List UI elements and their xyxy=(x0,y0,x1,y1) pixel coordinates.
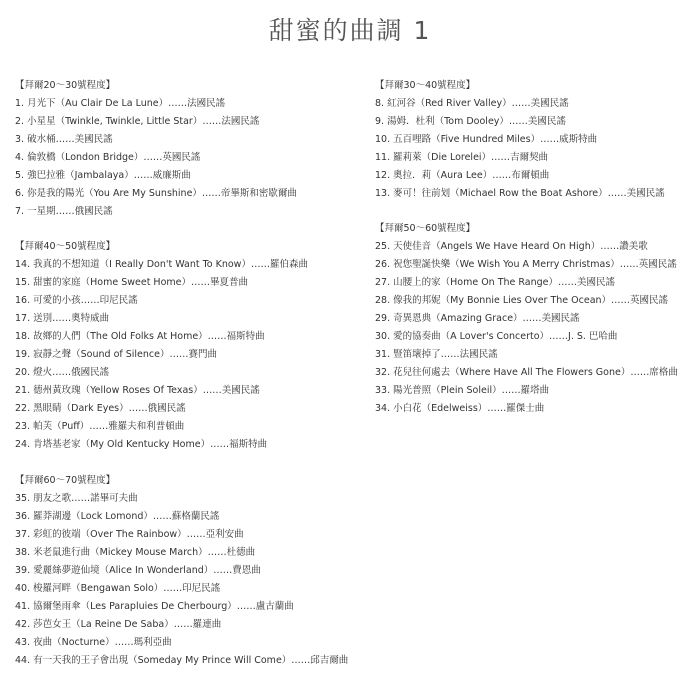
song-item: 6. 你是我的陽光（You Are My Sunshine）……帝畢斯和密歇爾曲 xyxy=(15,188,297,199)
song-item: 13. 麥可！往前划（Michael Row the Boat Ashore）……美國民謠 xyxy=(375,188,665,199)
song-item: 4. 倫敦橋（London Bridge）……英國民謠 xyxy=(15,152,201,163)
song-item: 17. 送別……奧特威曲 xyxy=(15,313,110,324)
section-beyer-20-30 xyxy=(15,77,297,221)
song-item: 37. 彩虹的彼端（Over The Rainbow）……亞利安曲 xyxy=(15,529,244,540)
song-item: 3. 破水桶……美國民謠 xyxy=(15,134,113,145)
song-item: 41. 協爾堡雨傘（Les Parapluies De Cherbourg）……盧古蘭曲 xyxy=(15,601,294,612)
song-item: 33. 陽光普照（Plein Soleil）……羅塔曲 xyxy=(375,385,550,396)
song-item: 2. 小星星（Twinkle, Twinkle, Little Star）……法國民謠 xyxy=(15,116,260,127)
song-item: 30. 愛的協奏曲（A Lover's Concerto）……J. S. 巴哈曲 xyxy=(375,331,618,342)
section-beyer-40-50 xyxy=(15,238,308,454)
song-item: 9. 湯姆．杜利（Tom Dooley）……美國民謠 xyxy=(375,116,566,127)
song-item: 15. 甜蜜的家庭（Home Sweet Home）……畢夏普曲 xyxy=(15,277,248,288)
song-item: 10. 五百哩路（Five Hundred Miles）……威斯特曲 xyxy=(375,134,598,145)
song-item: 1. 月光下（Au Clair De La Lune）……法國民謠 xyxy=(15,98,226,109)
song-item: 23. 帕芙（Puff）……雅羅夫和利普頓曲 xyxy=(15,421,185,432)
song-item: 18. 故鄉的人們（The Old Folks At Home）……福斯特曲 xyxy=(15,331,265,342)
song-item: 43. 夜曲（Nocturne）……瑪利亞曲 xyxy=(15,637,172,648)
section-heading: 【拜爾20～30號程度】 xyxy=(15,80,116,91)
song-item: 14. 我真的不想知道（I Really Don't Want To Know）……羅伯森曲 xyxy=(15,259,308,270)
section-beyer-50-60 xyxy=(375,220,678,418)
song-item: 20. 燈火……俄國民謠 xyxy=(15,367,110,378)
song-item: 34. 小白花（Edelweiss）……羅傑士曲 xyxy=(375,403,545,414)
song-item: 7. 一星期……俄國民謠 xyxy=(15,206,113,217)
song-item: 11. 羅莉萊（Die Lorelei）……吉爾契曲 xyxy=(375,152,549,163)
song-item: 22. 黑眼睛（Dark Eyes）……俄國民謠 xyxy=(15,403,186,414)
song-item: 39. 愛麗絲夢遊仙境（Alice In Wonderland）……費恩曲 xyxy=(15,565,261,576)
song-item: 32. 花兒往何處去（Where Have All The Flowers Gone）……席格曲 xyxy=(375,367,678,378)
song-item: 25. 天使佳音（Angels We Have Heard On High）……讚美歌 xyxy=(375,241,648,252)
song-item: 40. 梭羅河畔（Bengawan Solo）……印尼民謠 xyxy=(15,583,221,594)
song-item: 28. 像我的邦妮（My Bonnie Lies Over The Ocean）……英國民謠 xyxy=(375,295,669,306)
song-item: 21. 德州黃玫瑰（Yellow Roses Of Texas）……美國民謠 xyxy=(15,385,260,396)
section-heading: 【拜爾50～60號程度】 xyxy=(375,223,476,234)
song-item: 29. 奇異恩典（Amazing Grace）……美國民謠 xyxy=(375,313,580,324)
section-heading: 【拜爾40～50號程度】 xyxy=(15,241,116,252)
song-item: 35. 朋友之歌……諾畢可夫曲 xyxy=(15,493,138,504)
song-item: 38. 米老鼠進行曲（Mickey Mouse March）……杜德曲 xyxy=(15,547,256,558)
song-item: 5. 強巴拉雅（Jambalaya）……威廉斯曲 xyxy=(15,170,191,181)
song-item: 12. 奧拉．莉（Aura Lee）……布爾頓曲 xyxy=(375,170,550,181)
song-item: 24. 肯塔基老家（My Old Kentucky Home）……福斯特曲 xyxy=(15,439,268,450)
section-beyer-30-40 xyxy=(375,77,665,203)
section-heading: 【拜爾30～40號程度】 xyxy=(375,80,476,91)
page-title: 甜蜜的曲調 1 xyxy=(268,16,432,45)
song-item: 16. 可愛的小孩……印尼民謠 xyxy=(15,295,138,306)
song-item: 26. 祝您聖誕快樂（We Wish You A Merry Christmas）……英國民謠 xyxy=(375,259,677,270)
section-beyer-60-70 xyxy=(15,472,348,670)
song-item: 8. 紅河谷（Red River Valley）……美國民謠 xyxy=(375,98,569,109)
section-heading: 【拜爾60～70號程度】 xyxy=(15,475,116,486)
song-item: 36. 羅莽湖邊（Lock Lomond）……蘇格蘭民謠 xyxy=(15,511,220,522)
song-item: 44. 有一天我的王子會出現（Someday My Prince Will Come）……邱吉爾曲 xyxy=(15,655,349,666)
song-item: 19. 寂靜之聲（Sound of Silence）……賽門曲 xyxy=(15,349,217,360)
song-item: 31. 豎笛壞掉了……法國民謠 xyxy=(375,349,498,360)
song-item: 27. 山腰上的家（Home On The Range）……美國民謠 xyxy=(375,277,616,288)
song-item: 42. 莎芭女王（La Reine De Saba）……羅連曲 xyxy=(15,619,222,630)
